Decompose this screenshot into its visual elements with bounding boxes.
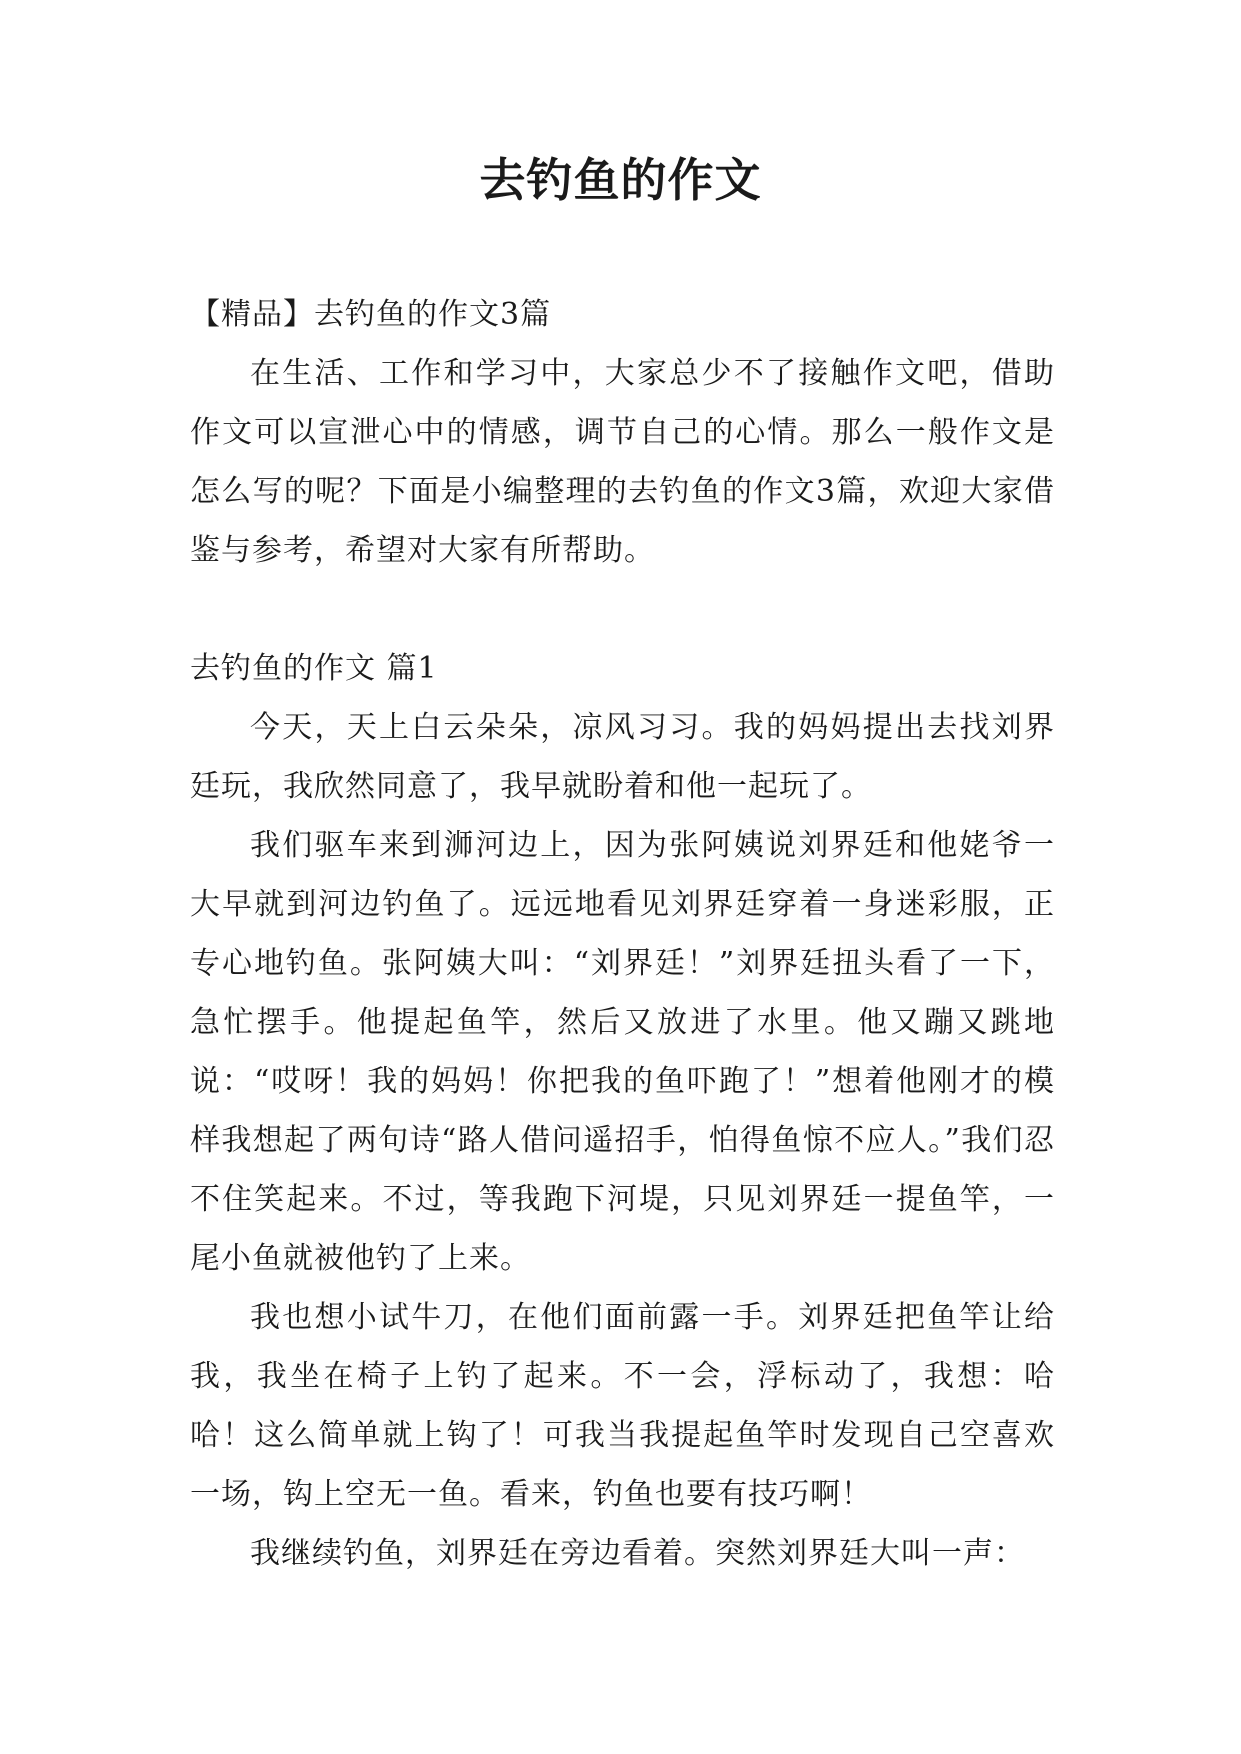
section-heading: 去钓鱼的作文 篇1 (190, 651, 438, 686)
section-spacer (190, 580, 1055, 639)
intro-paragraph: 在生活、工作和学习中，大家总少不了接触作文吧，借助作文可以宣泄心中的情感，调节自己的心情。那么一般作文是怎么写的呢？下面是小编整理的去钓鱼的作文3篇，欢迎大家借鉴与参考，希望对大家有所帮助。 (190, 356, 1055, 568)
document-title: 去钓鱼的作文 (479, 153, 762, 207)
document-body (190, 285, 1055, 1583)
body-paragraph: 我也想小试牛刀，在他们面前露一手。刘界廷把鱼竿让给我，我坐在椅子上钓了起来。不一会，浮标动了，我想：哈哈！这么简单就上钩了！可我当我提起鱼竿时发现自己空喜欢一场，钩上空无一鱼。看来，钓鱼也要有技巧啊！ (190, 1300, 1055, 1512)
body-paragraph: 我们驱车来到浉河边上，因为张阿姨说刘界廷和他姥爷一大早就到河边钓鱼了。远远地看见刘界廷穿着一身迷彩服，正专心地钓鱼。张阿姨大叫：“刘界廷！”刘界廷扭头看了一下，急忙摆手。他提起鱼竿，然后又放进了水里。他又蹦又跳地说：“哎呀！我的妈妈！你把我的鱼吓跑了！”想着他刚才的模样我想起了两句诗“路人借问遥招手，怕得鱼惊不应人。”我们忍不住笑起来。不过，等我跑下河堤，只见刘界廷一提鱼竿，一尾小鱼就被他钓了上来。 (190, 828, 1055, 1276)
body-paragraph: 今天，天上白云朵朵，凉风习习。我的妈妈提出去找刘界廷玩，我欣然同意了，我早就盼着和他一起玩了。 (190, 710, 1055, 804)
document-subtitle: 【精品】去钓鱼的作文3篇 (190, 297, 552, 332)
body-paragraph: 我继续钓鱼，刘界廷在旁边看着。突然刘界廷大叫一声： (250, 1536, 1025, 1571)
